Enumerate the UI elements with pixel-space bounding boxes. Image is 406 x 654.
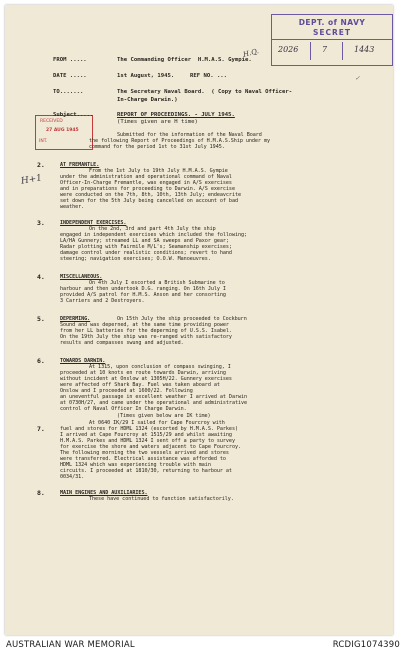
section-title: MAIN ENGINES AND AUXILIARIES. [60,490,148,496]
section-line: Radar plotting with Fairmile M/L's; Seamanship exercises; [60,244,232,250]
section-line: provided A/S patrol for H.M.S. Anson and her consorting [60,292,226,298]
section-title: DEPERMING. [60,316,91,322]
section-line: without incident at Onslow at 1305H/22. Gunnery exercises [60,376,232,382]
section-line: HDML 1324 which was experiencing trouble with main [60,462,211,468]
from-value: The Commanding Officer H.M.A.S. Gympie. [117,57,252,63]
stamp-dept-text: DEPT. of NAVY [298,18,366,27]
section-line: From the 1st July to 19th July H.M.A.S. Gympie [89,168,228,174]
section-line: At 1315, upon conclusion of compass swinging, I [89,364,231,370]
section-line: The following morning the two vessels arrived and stores [60,450,229,456]
date-value: 1st August, 1945. [117,73,175,79]
stamp-ref-3: 1443 [354,45,375,54]
intro-line: Submitted for the information of the Naval Board [117,132,262,138]
section-line: under the administration and operational command of Naval [60,174,232,180]
intro-line: the following Report of Proceedings of H.M.A.S.Ship under my [89,138,271,144]
section-line: proceeded at 10 knots en route towards Darwin, arriving [60,370,226,376]
section-title: MISCELLANEOUS. [60,274,103,280]
section-line: H.M.A.S. Parkes and HDML 1324 I sent off a party to survey [60,438,235,444]
section-line: At 0640 IK/29 I sailed for Cape Fourcroy with [89,420,225,426]
handwritten-hq: H.Q. [242,47,260,59]
section-line: These have continued to function satisfactorily. [89,496,234,502]
navy-secret-stamp [271,14,393,66]
footer-id: RCDIG1074390 [332,640,400,650]
section-line: were transferred. Electrical assistance was afforded to [60,456,226,462]
section-line: steering; navigation exercises; O.O.W. Manoeuvres. [60,256,211,262]
section-line: weather. [60,204,85,210]
section-line: On 15th July the ship proceeded to Cockburn [117,316,247,322]
section-number: 2. [37,161,45,169]
section-number: 7. [37,425,45,433]
section-line: an uneventful passage in excellent weather I arrived at Darwin [60,394,248,400]
section-line: results and compasses swung and adjusted. [60,340,184,346]
section-line: from her LL batteries for the deperming of U.S.S. Isabel. [60,328,232,334]
to-value-line-2: In-Charge Darwin.) [117,97,178,103]
section-line: On the 2nd, 3rd and part 4th July the ship [89,226,216,232]
stamp-ref-2: 7 [322,45,328,54]
section-line: were conducted on the 7th, 8th, 10th, 13th July; endeavcrite [60,192,242,198]
section-line: fuel and stores for HDML 1324 (escorted by H.M.A.S. Parkes) [60,426,238,432]
subject-value: REPORT OF PROCEEDINGS. - JULY 1945. [117,112,235,118]
section-line: Sound and was deperned, at the same time providing power [60,322,229,328]
section-number: 3. [37,219,45,227]
footer-source: AUSTRALIAN WAR MEMORIAL [6,640,135,650]
section-title: TOWARDS DARWIN. [60,358,106,364]
to-value-line-1: The Secretary Naval Board. ( Copy to Naval Officer- [117,89,293,95]
to-label: TO....... [53,89,84,95]
section-line: for exercise the shore and waters adjacent to Cape Fourcroy. [60,444,242,450]
section-line: and in preparations for proceeding to Darwin. A/S exercise [60,186,235,192]
received-stamp: RECEIVED 27 AUG 1945 INT. [35,115,93,150]
section-number: 6. [37,357,45,365]
section-line: (Times given below are IK time) [117,413,211,419]
section-line: set down for the 5th July being cancelled on account of bad [60,198,238,204]
margin-annotation: ✓ [355,75,361,82]
from-label: FROM ..... [53,57,87,63]
section-line: I arrived at Cape Fourcroy at 1515/29 and whilst awaiting [60,432,232,438]
section-line: On 4th July I escorted a British Submarine to [89,280,225,286]
subject-label: Subject..... [53,112,94,118]
section-line: LA/HA Gunnery; streamed LL and SA sweeps and Paxor gear; [60,238,229,244]
intro-line: command for the period 1st to 31st July 1945. [89,144,225,150]
stamp-ref-1: 2026 [278,45,299,54]
section-line: harbour and then undertook D.G. ranging. On 16th July I [60,286,226,292]
section-number: 8. [37,489,45,497]
date-label: DATE ..... [53,73,87,79]
margin-handwriting: H+1 [20,173,43,187]
section-line: Officer-In-Charge Fremantle, was engaged in A/S exercises [60,180,232,186]
section-line: On the 19th July the ship was re-ranged with satisfactory [60,334,232,340]
document-page [5,5,393,635]
section-line: were affected off Shark Bay. Fuel was taken aboard at [60,382,220,388]
section-line: control of Naval Officer In Charge Darwin. [60,406,187,412]
section-line: Onslow and I proceeded at 1600/22. Following [60,388,193,394]
section-number: 4. [37,273,45,281]
section-line: 0034/31. [60,474,85,480]
section-line: damage control under realistic conditions; revert to hand [60,250,232,256]
section-line: at 0730H/27, and came under the operational and administrative [60,400,248,406]
section-title: INDEPENDENT EXERCISES. [60,220,127,226]
stamp-secret-text: SECRET [312,28,352,37]
section-line: circuits. I proceeded at 1810/30, returning to harbour at [60,468,232,474]
ref-label: REF NO. ... [190,73,228,79]
section-line: engaged in independent exercises which included the following; [60,232,248,238]
section-line: 3 Carriers and 2 Destroyers. [60,298,145,304]
subject-note: (Times given are H time) [117,119,198,125]
section-number: 5. [37,315,45,323]
section-title: AT FREMANTLE. [60,162,100,168]
